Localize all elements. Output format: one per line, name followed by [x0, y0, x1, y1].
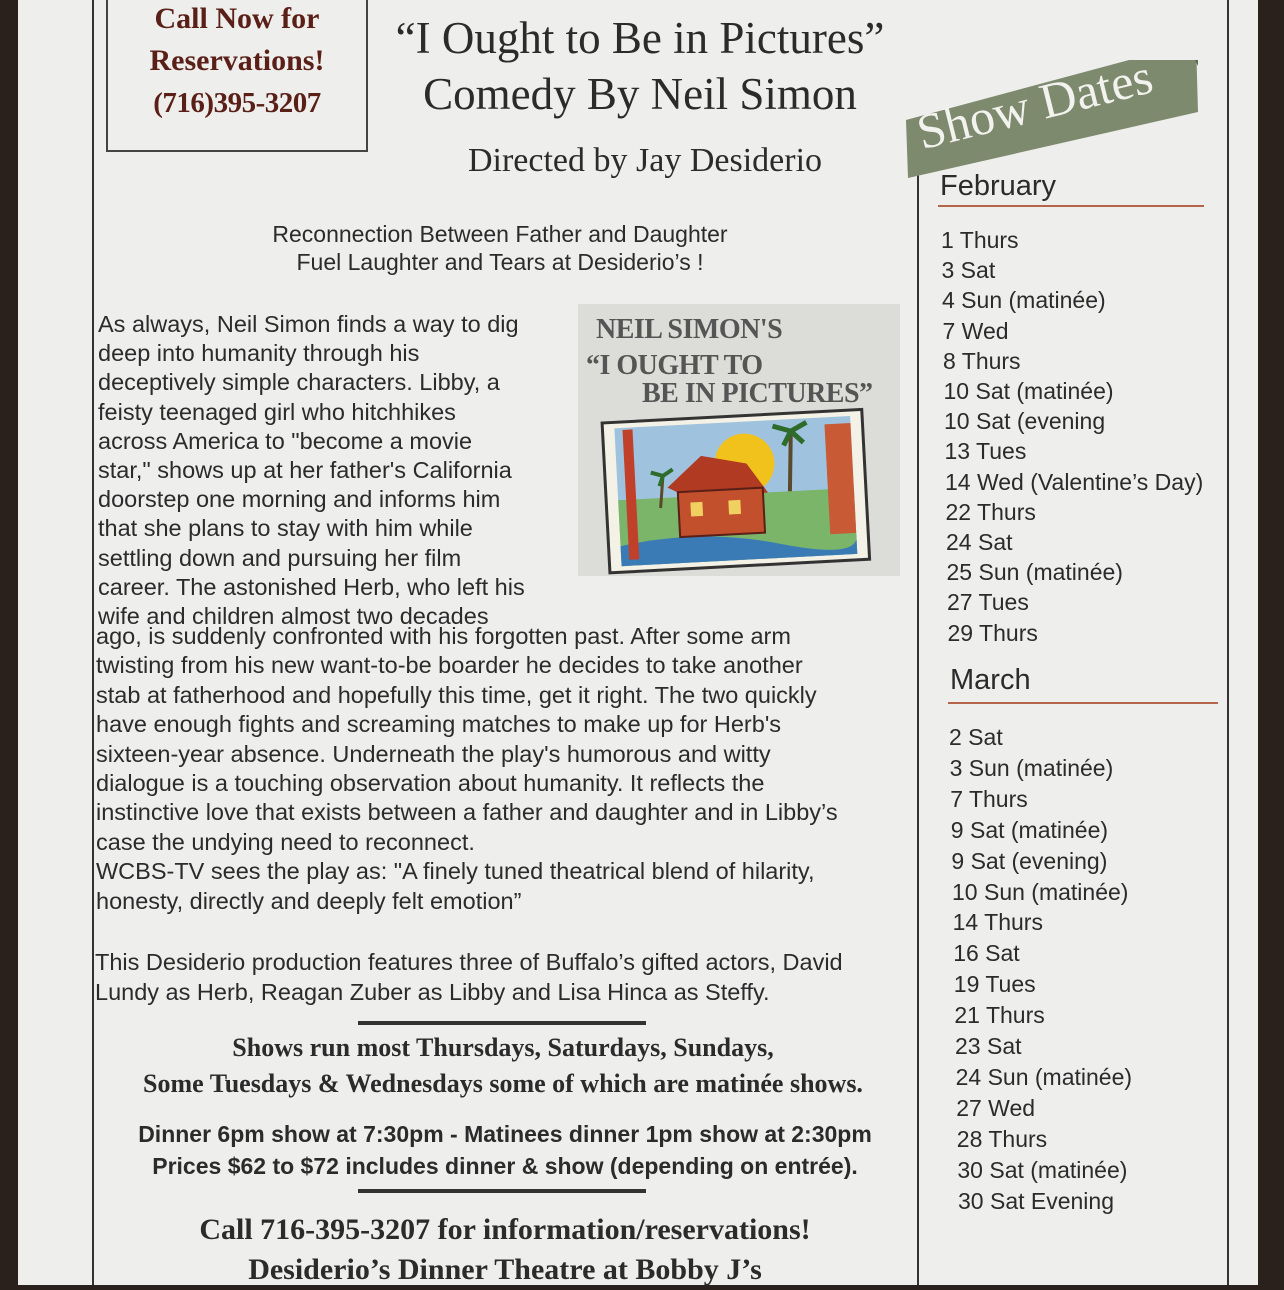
show-date-item: 23 Sat [955, 1033, 1022, 1059]
body-wrapped-text [98, 310, 568, 631]
body-line: have enough fights and screaming matches to make up for Herb's [96, 711, 782, 738]
poster-title-line: “I OUGHT TO [586, 350, 763, 381]
body-line: instinctive love that exists between a father and daughter and in Libby’s [96, 799, 838, 826]
body-line: As always, Neil Simon finds a way to dig [98, 311, 519, 337]
body-line: stab at fatherhood and hopefully this time, get it right. The two quickly [96, 681, 817, 708]
headline-line: Fuel Laughter and Tears at Desiderio’s ! [296, 249, 704, 275]
show-date-item: 9 Sat (matinée) [950, 816, 1109, 843]
body-line: that she plans to stay with him while [98, 515, 473, 542]
show-date-item: 24 Sun (matinée) [955, 1063, 1133, 1090]
body-line: dialogue is a touching observation about humanity. It reflects the [96, 770, 765, 797]
poster-house-illustration [578, 304, 900, 576]
show-date-item: 29 Thurs [947, 619, 1038, 646]
show-date-item: 19 Tues [953, 971, 1036, 998]
play-poster-image [578, 304, 900, 576]
poster-title-line: BE IN PICTURES” [642, 378, 873, 409]
divider-rule [358, 1021, 646, 1025]
show-date-item: 27 Wed [956, 1094, 1036, 1121]
show-date-item: 21 Thurs [954, 1002, 1045, 1029]
body-line: Lundy as Herb, Reagan Zuber as Libby and Lisa Hinca as Steffy. [95, 978, 770, 1005]
show-date-item: 7 Thurs [950, 785, 1028, 812]
show-date-item: 4 Sun (matinée) [942, 287, 1106, 314]
body-line: WCBS-TV sees the play as: "A finely tuned theatrical blend of hilarity, [96, 858, 815, 885]
body-line: deceptively simple characters. Libby, a [98, 369, 500, 396]
body-line: star," shows up at her father's California [98, 457, 512, 484]
show-date-item: 27 Tues [947, 589, 1029, 616]
call-now-line: Call Now for [154, 2, 320, 35]
show-date-item: 7 Wed [942, 317, 1009, 344]
footer-venue-line: Desiderio’s Dinner Theatre at Bobby J’s [248, 1253, 762, 1286]
show-date-item: 22 Thurs [945, 498, 1036, 525]
reservations-line: Reservations! [149, 44, 325, 77]
show-date-item: 14 Wed (Valentine’s Day) [945, 468, 1204, 495]
month-rule [938, 205, 1204, 207]
divider-rule [358, 1189, 646, 1193]
call-now-box [106, 0, 368, 152]
right-border [1227, 0, 1229, 1285]
schedule-line: Some Tuesdays & Wednesdays some of which are matinée shows. [143, 1069, 863, 1098]
poster-title-line: NEIL SIMON'S [596, 314, 783, 345]
show-dates-title: Show Dates [911, 47, 1158, 161]
show-date-item: 24 Sat [946, 529, 1013, 555]
body-line: career. The astonished Herb, who left his [98, 573, 525, 600]
cast-paragraph [95, 948, 915, 1007]
play-byline: Comedy By Neil Simon [423, 69, 857, 119]
show-date-item: 10 Sat (evening [944, 408, 1106, 435]
show-date-item: 16 Sat [953, 940, 1020, 967]
body-line: sixteen-year absence. Underneath the play's humorous and witty [96, 740, 771, 767]
call-box-phone: (716)395-3207 [153, 87, 321, 119]
body-line: case the undying need to reconnect. [96, 828, 475, 855]
show-date-item: 10 Sat (matinée) [943, 378, 1114, 404]
pricing-line: Dinner 6pm show at 7:30pm - Matinees dinner 1pm show at 2:30pm [138, 1121, 872, 1147]
month-heading-february: February [940, 170, 1057, 202]
show-date-item: 2 Sat [949, 724, 1003, 750]
column-divider [917, 170, 919, 1285]
show-date-item: 3 Sun (matinée) [949, 754, 1114, 781]
body-line: wife and children almost two decades [98, 603, 489, 630]
body-line: This Desiderio production features three of Buffalo’s gifted actors, David [95, 949, 843, 975]
body-line: doorstep one morning and informs him [98, 486, 501, 513]
body-line: ago, is suddenly confronted with his forgotten past. After some arm [96, 623, 791, 649]
left-border [92, 0, 94, 1285]
show-date-item: 3 Sat [941, 257, 996, 284]
headline-line: Reconnection Between Father and Daughter [272, 221, 728, 247]
show-date-item: 25 Sun (matinée) [946, 559, 1123, 586]
pricing-line: Prices $62 to $72 includes dinner & show (depending on entrée). [152, 1153, 858, 1179]
show-date-item: 30 Sat (matinée) [957, 1156, 1128, 1183]
show-date-item: 8 Thurs [943, 347, 1021, 374]
pricing-note [95, 1118, 915, 1182]
headline [180, 220, 820, 276]
footer [95, 1210, 915, 1290]
month-heading-march: March [950, 664, 1031, 696]
play-title-block [370, 10, 910, 122]
director-credit: Directed by Jay Desiderio [467, 142, 823, 179]
month-rule [948, 702, 1218, 704]
show-date-item: 1 Thurs [941, 227, 1019, 253]
body-line: settling down and pursuing her film [98, 544, 462, 571]
show-date-item: 30 Sat Evening [958, 1187, 1115, 1214]
body-full-text [96, 622, 916, 916]
body-line: feisty teenaged girl who hitchhikes [98, 398, 456, 425]
schedule-note [98, 1030, 908, 1102]
footer-call-line: Call 716-395-3207 for information/reservations! [199, 1213, 811, 1246]
schedule-line: Shows run most Thursdays, Saturdays, Sundays, [232, 1033, 774, 1062]
play-title: “I Ought to Be in Pictures” [395, 13, 885, 63]
show-date-item: 28 Thurs [956, 1125, 1048, 1152]
show-date-item: 14 Thurs [952, 909, 1043, 936]
show-date-item: 10 Sun (matinée) [952, 878, 1129, 905]
body-line: honesty, directly and deeply felt emotion” [96, 887, 522, 914]
body-line: deep into humanity through his [98, 340, 420, 367]
body-line: across America to "become a movie [98, 427, 473, 454]
show-date-item: 13 Tues [944, 438, 1027, 465]
body-line: twisting from his new want-to-be boarder he decides to take another [96, 652, 803, 679]
show-date-item: 9 Sat (evening) [951, 847, 1108, 874]
